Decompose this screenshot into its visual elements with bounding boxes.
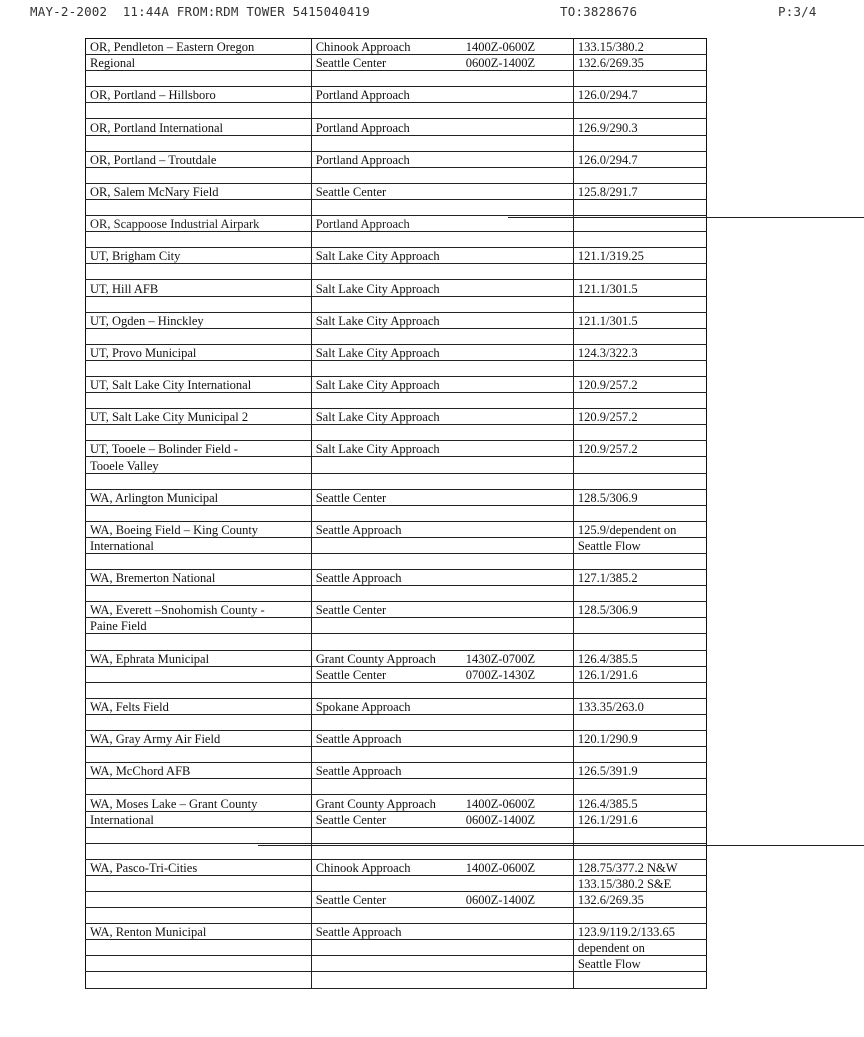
airport-cell [86, 747, 312, 763]
airport-cell [86, 682, 312, 698]
facility-cell [311, 747, 573, 763]
frequency-cell [573, 908, 706, 924]
hours-of-operation: 1400Z-0600Z [465, 860, 536, 875]
frequency-cell: 126.0/294.7 [573, 87, 706, 103]
facility-cell [311, 763, 573, 779]
facility-cell [311, 135, 573, 151]
frequency-cell: 120.9/257.2 [573, 409, 706, 425]
frequency-cell [573, 473, 706, 489]
facility-name: Seattle Approach [315, 732, 402, 747]
facility-name: Salt Lake City Approach [315, 378, 440, 393]
airport-cell: UT, Provo Municipal [86, 344, 312, 360]
frequency-cell: 128.5/306.9 [573, 489, 706, 505]
airport-cell: UT, Salt Lake City International [86, 376, 312, 392]
frequency-cell [573, 199, 706, 215]
frequency-cell: 133.15/380.2 S&E [573, 875, 706, 891]
facility-cell [311, 248, 573, 264]
facility-cell [311, 618, 573, 634]
hours-of-operation: 1430Z-0700Z [465, 651, 536, 666]
airport-cell [86, 779, 312, 795]
airport-cell [86, 167, 312, 183]
airport-cell [86, 328, 312, 344]
frequency-cell [573, 71, 706, 87]
hours-of-operation: 0600Z-1400Z [465, 812, 536, 827]
facility-name: Salt Lake City Approach [315, 442, 440, 457]
airport-cell: International [86, 537, 312, 553]
facility-cell [311, 232, 573, 248]
table-row [86, 972, 707, 988]
facility-cell [311, 183, 573, 199]
table-row [86, 779, 707, 795]
hours-of-operation: 0600Z-1400Z [465, 56, 536, 71]
facility-cell [311, 521, 573, 537]
table-row [86, 71, 707, 87]
airport-cell [86, 940, 312, 956]
facility-name: Seattle Approach [315, 764, 402, 779]
facility-cell [311, 119, 573, 135]
table-row [86, 232, 707, 248]
facility-cell [311, 875, 573, 891]
facility-name: Salt Lake City Approach [315, 313, 440, 328]
airport-cell: WA, McChord AFB [86, 763, 312, 779]
airport-cell: UT, Brigham City [86, 248, 312, 264]
airport-cell: OR, Salem McNary Field [86, 183, 312, 199]
facility-cell [311, 634, 573, 650]
table-row [86, 473, 707, 489]
frequency-cell [573, 296, 706, 312]
hours-of-operation: 1400Z-0600Z [465, 40, 536, 55]
frequency-cell [573, 682, 706, 698]
facility-cell [311, 586, 573, 602]
fax-header-page: P:3/4 [778, 4, 817, 19]
table-row [86, 167, 707, 183]
facility-name: Portland Approach [315, 217, 410, 232]
facility-cell [311, 666, 573, 682]
frequency-cell [573, 264, 706, 280]
airport-cell [86, 956, 312, 972]
facility-cell [311, 859, 573, 875]
frequency-cell: 133.35/263.0 [573, 698, 706, 714]
airport-cell [86, 827, 312, 843]
facility-cell [311, 940, 573, 956]
table-row [86, 55, 707, 71]
airport-cell: OR, Portland – Troutdale [86, 151, 312, 167]
frequency-cell: dependent on [573, 940, 706, 956]
table-row [86, 441, 707, 457]
airport-cell: UT, Tooele – Bolinder Field - [86, 441, 312, 457]
airport-cell: WA, Ephrata Municipal [86, 650, 312, 666]
facility-cell [311, 537, 573, 553]
airport-cell [86, 908, 312, 924]
facility-name: Seattle Center [315, 893, 387, 908]
frequency-cell: 120.1/290.9 [573, 731, 706, 747]
airport-cell [86, 264, 312, 280]
frequency-cell [573, 505, 706, 521]
frequency-cell: 125.8/291.7 [573, 183, 706, 199]
facility-cell [311, 280, 573, 296]
facility-name: Seattle Approach [315, 522, 402, 537]
frequency-cell [573, 634, 706, 650]
airport-cell [86, 425, 312, 441]
table-row [86, 393, 707, 409]
frequency-cell [573, 135, 706, 151]
frequency-cell: 127.1/385.2 [573, 570, 706, 586]
airport-cell [86, 232, 312, 248]
facility-name: Seattle Center [315, 667, 387, 682]
facility-name: Grant County Approach [315, 651, 436, 666]
frequency-cell [573, 328, 706, 344]
facility-name: Salt Lake City Approach [315, 410, 440, 425]
table-row [86, 586, 707, 602]
facility-name: Salt Lake City Approach [315, 281, 440, 296]
table-row [86, 119, 707, 135]
airport-cell [86, 554, 312, 570]
facility-cell [311, 602, 573, 618]
hours-of-operation: 0600Z-1400Z [465, 893, 536, 908]
table-row [86, 956, 707, 972]
facility-cell [311, 908, 573, 924]
facility-cell [311, 376, 573, 392]
frequency-cell [573, 972, 706, 988]
frequency-cell [573, 586, 706, 602]
table-row [86, 666, 707, 682]
facility-cell [311, 296, 573, 312]
facility-name: Grant County Approach [315, 796, 436, 811]
table-row [86, 489, 707, 505]
frequency-cell: 126.4/385.5 [573, 650, 706, 666]
table-row [86, 602, 707, 618]
facility-cell [311, 714, 573, 730]
airport-cell: UT, Hill AFB [86, 280, 312, 296]
facility-cell [311, 731, 573, 747]
airport-cell [86, 634, 312, 650]
facility-cell [311, 924, 573, 940]
airport-cell: WA, Boeing Field – King County [86, 521, 312, 537]
frequency-cell: 124.3/322.3 [573, 344, 706, 360]
facility-cell [311, 554, 573, 570]
airport-cell [86, 666, 312, 682]
airport-cell: OR, Scappoose Industrial Airpark [86, 216, 312, 232]
facility-cell [311, 55, 573, 71]
frequency-cell: 128.5/306.9 [573, 602, 706, 618]
table-row [86, 618, 707, 634]
airport-cell [86, 103, 312, 119]
facility-cell [311, 312, 573, 328]
table-row [86, 87, 707, 103]
facility-name: Seattle Center [315, 490, 387, 505]
frequency-cell: 126.5/391.9 [573, 763, 706, 779]
fax-header-sender: MAY-2-2002 11:44A FROM:RDM TOWER 5415040419 [30, 4, 370, 19]
frequency-cell [573, 232, 706, 248]
frequency-cell [573, 827, 706, 843]
frequency-cell: 126.1/291.6 [573, 666, 706, 682]
table-row [86, 811, 707, 827]
table-row [86, 940, 707, 956]
facility-name: Seattle Approach [315, 925, 402, 940]
table-row [86, 763, 707, 779]
facility-cell [311, 956, 573, 972]
table-row [86, 570, 707, 586]
table-row [86, 183, 707, 199]
facility-cell [311, 103, 573, 119]
airport-cell: OR, Portland International [86, 119, 312, 135]
airport-cell: International [86, 811, 312, 827]
frequency-cell: Seattle Flow [573, 537, 706, 553]
airport-cell: OR, Portland – Hillsboro [86, 87, 312, 103]
table-row [86, 634, 707, 650]
airport-cell [86, 972, 312, 988]
airport-cell: Regional [86, 55, 312, 71]
table-row [86, 859, 707, 875]
frequency-cell [573, 618, 706, 634]
facility-name: Seattle Center [315, 603, 387, 618]
frequency-cell [573, 393, 706, 409]
table-row [86, 891, 707, 907]
facility-cell [311, 779, 573, 795]
table-row [86, 714, 707, 730]
frequency-cell: 133.15/380.2 [573, 39, 706, 55]
frequency-cell: 120.9/257.2 [573, 441, 706, 457]
airport-cell: WA, Bremerton National [86, 570, 312, 586]
frequency-cell: 121.1/319.25 [573, 248, 706, 264]
table-row [86, 39, 707, 55]
fax-streak [258, 845, 864, 846]
airport-cell: UT, Salt Lake City Municipal 2 [86, 409, 312, 425]
facility-name: Portland Approach [315, 120, 410, 135]
frequency-cell: 120.9/257.2 [573, 376, 706, 392]
table-row [86, 135, 707, 151]
table-row [86, 312, 707, 328]
table-row [86, 103, 707, 119]
facility-cell [311, 151, 573, 167]
frequency-cell: 121.1/301.5 [573, 312, 706, 328]
airport-cell: WA, Gray Army Air Field [86, 731, 312, 747]
facility-cell [311, 811, 573, 827]
facility-name: Salt Lake City Approach [315, 249, 440, 264]
airport-cell: WA, Everett –Snohomish County - [86, 602, 312, 618]
frequency-cell: 126.4/385.5 [573, 795, 706, 811]
facility-name: Seattle Center [315, 56, 387, 71]
table-row [86, 650, 707, 666]
facility-cell [311, 87, 573, 103]
frequency-cell: 123.9/119.2/133.65 [573, 924, 706, 940]
airport-cell [86, 135, 312, 151]
table-row [86, 376, 707, 392]
frequency-cell: 126.1/291.6 [573, 811, 706, 827]
table-row [86, 296, 707, 312]
facility-cell [311, 393, 573, 409]
facility-cell [311, 167, 573, 183]
frequency-cell: 125.9/dependent on [573, 521, 706, 537]
table-row [86, 875, 707, 891]
facility-cell [311, 682, 573, 698]
frequency-cell: Seattle Flow [573, 956, 706, 972]
facility-cell [311, 264, 573, 280]
facility-cell [311, 71, 573, 87]
airport-cell [86, 360, 312, 376]
facility-cell [311, 457, 573, 473]
facility-name: Chinook Approach [315, 860, 411, 875]
facility-name: Seattle Center [315, 184, 387, 199]
airport-cell [86, 199, 312, 215]
facility-cell [311, 795, 573, 811]
table-row [86, 554, 707, 570]
table-row [86, 505, 707, 521]
table-row [86, 747, 707, 763]
frequency-cell [573, 103, 706, 119]
airport-cell: WA, Moses Lake – Grant County [86, 795, 312, 811]
frequency-cell: 128.75/377.2 N&W [573, 859, 706, 875]
airport-cell: WA, Felts Field [86, 698, 312, 714]
table-row [86, 264, 707, 280]
frequency-cell: 132.6/269.35 [573, 891, 706, 907]
table-row [86, 344, 707, 360]
facility-cell [311, 425, 573, 441]
table-row [86, 924, 707, 940]
facility-cell [311, 441, 573, 457]
facility-cell [311, 344, 573, 360]
table-row [86, 795, 707, 811]
table-row [86, 457, 707, 473]
table-row [86, 908, 707, 924]
airport-cell [86, 714, 312, 730]
table-row [86, 698, 707, 714]
table-row [86, 151, 707, 167]
table-row [86, 409, 707, 425]
facility-cell [311, 650, 573, 666]
table-row [86, 328, 707, 344]
airport-cell: Paine Field [86, 618, 312, 634]
frequency-cell [573, 779, 706, 795]
hours-of-operation: 1400Z-0600Z [465, 796, 536, 811]
facility-name: Spokane Approach [315, 699, 411, 714]
facility-cell [311, 972, 573, 988]
table-row [86, 827, 707, 843]
hours-of-operation: 0700Z-1430Z [465, 667, 536, 682]
facility-cell [311, 39, 573, 55]
facility-cell [311, 891, 573, 907]
frequency-cell: 126.0/294.7 [573, 151, 706, 167]
table-row [86, 537, 707, 553]
frequency-cell: 132.6/269.35 [573, 55, 706, 71]
frequency-cell: 126.9/290.3 [573, 119, 706, 135]
frequency-cell [573, 425, 706, 441]
table-row [86, 425, 707, 441]
airport-cell: OR, Pendleton – Eastern Oregon [86, 39, 312, 55]
facility-name: Seattle Approach [315, 571, 402, 586]
table-row [86, 248, 707, 264]
frequency-cell [573, 714, 706, 730]
facility-cell [311, 409, 573, 425]
facility-cell [311, 827, 573, 843]
airport-cell: UT, Ogden – Hinckley [86, 312, 312, 328]
facility-cell [311, 473, 573, 489]
table-row [86, 521, 707, 537]
table-row [86, 682, 707, 698]
table-row [86, 731, 707, 747]
frequency-cell [573, 167, 706, 183]
table-row [86, 280, 707, 296]
frequency-cell [573, 554, 706, 570]
airport-cell [86, 505, 312, 521]
facility-name: Chinook Approach [315, 40, 411, 55]
airport-cell [86, 71, 312, 87]
airport-cell [86, 891, 312, 907]
airport-cell [86, 296, 312, 312]
fax-streak [508, 217, 864, 218]
airport-cell [86, 875, 312, 891]
facility-name: Salt Lake City Approach [315, 345, 440, 360]
frequency-cell [573, 747, 706, 763]
facility-name: Portland Approach [315, 88, 410, 103]
facility-name: Portland Approach [315, 152, 410, 167]
airport-cell: WA, Pasco-Tri-Cities [86, 859, 312, 875]
facility-cell [311, 199, 573, 215]
frequency-cell [573, 457, 706, 473]
table-row [86, 360, 707, 376]
fax-header-recipient: TO:3828676 [560, 4, 638, 19]
airport-cell [86, 393, 312, 409]
facility-cell [311, 328, 573, 344]
facility-cell [311, 505, 573, 521]
frequency-cell: 121.1/301.5 [573, 280, 706, 296]
airport-cell [86, 473, 312, 489]
airport-cell [86, 586, 312, 602]
facility-cell [311, 698, 573, 714]
facility-cell [311, 489, 573, 505]
table-row [86, 199, 707, 215]
airport-cell: WA, Arlington Municipal [86, 489, 312, 505]
airport-cell: WA, Renton Municipal [86, 924, 312, 940]
facility-cell [311, 360, 573, 376]
facility-cell [311, 570, 573, 586]
facility-name: Seattle Center [315, 812, 387, 827]
frequency-cell [573, 360, 706, 376]
airport-cell: Tooele Valley [86, 457, 312, 473]
